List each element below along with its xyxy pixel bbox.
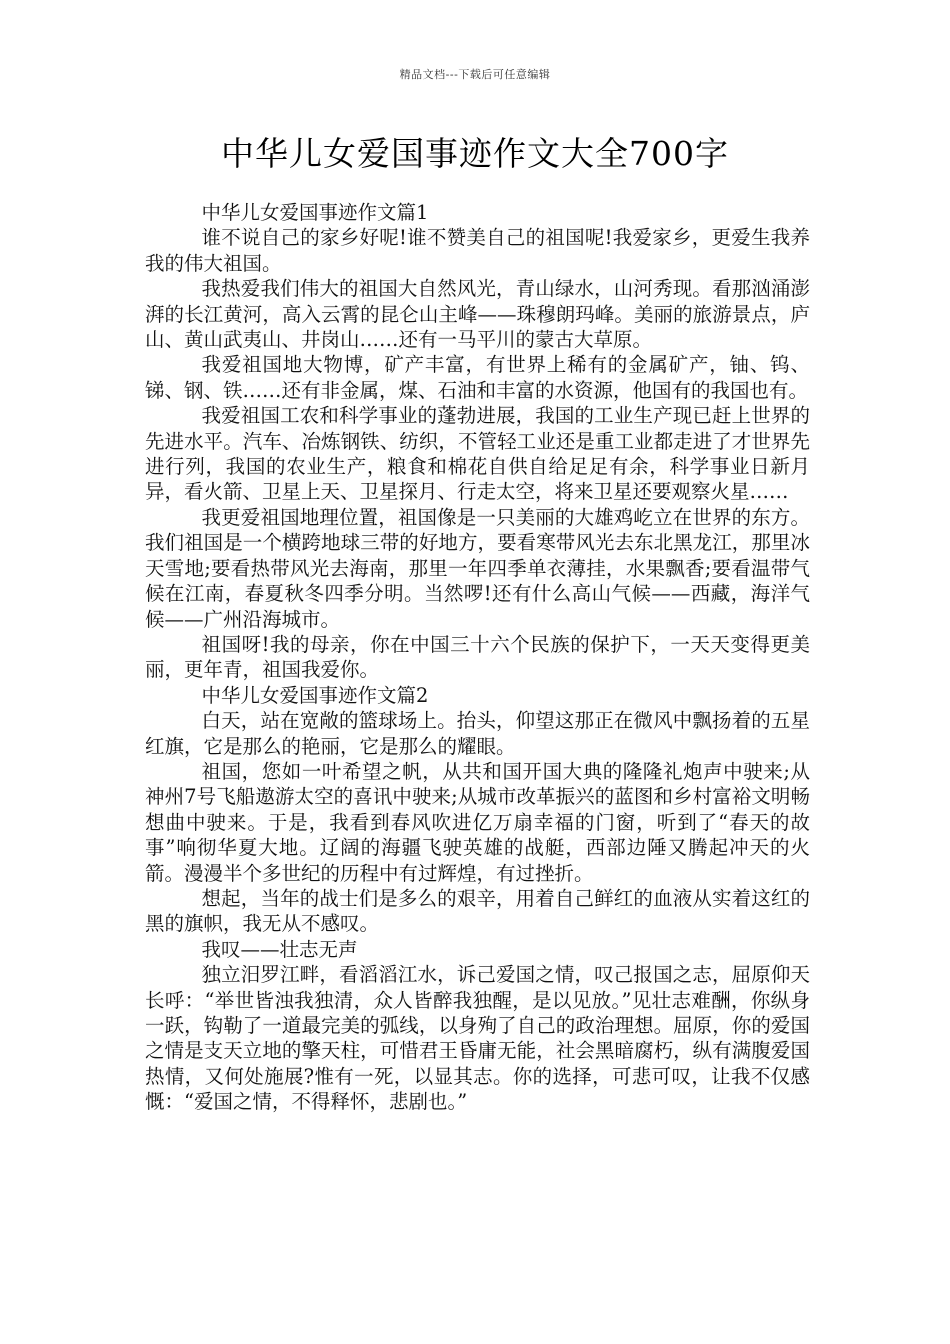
- page-header-note: 精品文档---下载后可任意编辑: [399, 68, 551, 81]
- section-heading-2: 中华儿女爱国事迹作文篇2: [201, 683, 429, 707]
- body-paragraph: 我更爱祖国地理位置，祖国像是一只美丽的大雄鸡屹立在世界的东方。我们祖国是一个横跨地球三带的好地方，要看寒带风光去东北黑龙江，那里冰天雪地;要看热带风光去海南，那里一年四季单衣薄挂，水果飘香;要看温带气候在江南，春夏秋冬四季分明。当然啰!还有什么高山气候——西藏，海洋气候——广州沿海城市。: [145, 505, 810, 631]
- body-paragraph: 我爱祖国地大物博，矿产丰富，有世界上稀有的金属矿产，铀、钨、锑、钢、铁……还有非金属，煤、石油和丰富的水资源，他国有的我国也有。: [145, 353, 810, 402]
- section-heading-1: 中华儿女爱国事迹作文篇1: [201, 201, 429, 224]
- body-paragraph: 我热爱我们伟大的祖国大自然风光，青山绿水，山河秀现。看那汹涌澎湃的长江黄河，高入云霄的昆仑山主峰——珠穆朗玛峰。美丽的旅游景点，庐山、黄山武夷山、井岗山……还有一马平川的蒙古大草原。: [145, 277, 810, 352]
- body-paragraph: 我叹——壮志无声: [201, 937, 358, 961]
- body-paragraph: 祖国呀!我的母亲，你在中国三十六个民族的保护下，一天天变得更美丽，更年青，祖国我爱你。: [145, 632, 810, 682]
- body-paragraph: 白天，站在宽敞的篮球场上。抬头，仰望这那正在微风中飘扬着的五星红旗，它是那么的艳丽，它是那么的耀眼。: [145, 709, 810, 758]
- body-paragraph: 我爱祖国工农和科学事业的蓬勃进展，我国的工业生产现已赶上世界的先进水平。汽车、冶炼钢铁、纺织，不管轻工业还是重工业都走进了才世界先进行列，我国的农业生产，粮食和棉花自供自给足足有余，科学事业日新月异，看火箭、卫星上天、卫星探月、行走太空，将来卫星还要观察火星……: [145, 404, 810, 504]
- body-paragraph: 独立汨罗江畔，看滔滔江水，诉己爱国之情，叹己报国之志，屈原仰天长呼：“举世皆浊我独清，众人皆醉我独醒，是以见放。”见壮志难酬，你纵身一跃，钩勒了一道最完美的弧线，以身殉了自己的政治理想。屈原，你的爱国之情是支天立地的擎天柱，可惜君王昏庸无能，社会黑暗腐朽，纵有满腹爱国热情，又何处施展?惟有一死，以显其志。你的选择，可悲可叹，让我不仅感慨：“爱国之情，不得释怀，悲剧也。”: [145, 963, 810, 1114]
- document-body: [145, 200, 810, 1115]
- body-paragraph: 谁不说自己的家乡好呢!谁不赞美自己的祖国呢!我爱家乡，更爱生我养我的伟大祖国。: [145, 226, 810, 275]
- body-paragraph: 祖国，您如一叶希望之帆，从共和国开国大典的隆隆礼炮声中驶来;从神州7号飞船遨游太空的喜讯中驶来;从城市改革振兴的蓝图和乡村富裕文明畅想曲中驶来。于是，我看到春风吹进亿万扇幸福的门窗，听到了“春天的故事”响彻华夏大地。辽阔的海疆飞驶英雄的战艇，西部边陲又腾起冲天的火箭。漫漫半个多世纪的历程中有过辉煌，有过挫折。: [145, 759, 810, 885]
- body-paragraph: 想起，当年的战士们是多么的艰辛，用着自己鲜红的血液从实着这红的黑的旗帜，我无从不感叹。: [145, 886, 810, 936]
- document-title: 中华儿女爱国事迹作文大全700字: [221, 134, 729, 173]
